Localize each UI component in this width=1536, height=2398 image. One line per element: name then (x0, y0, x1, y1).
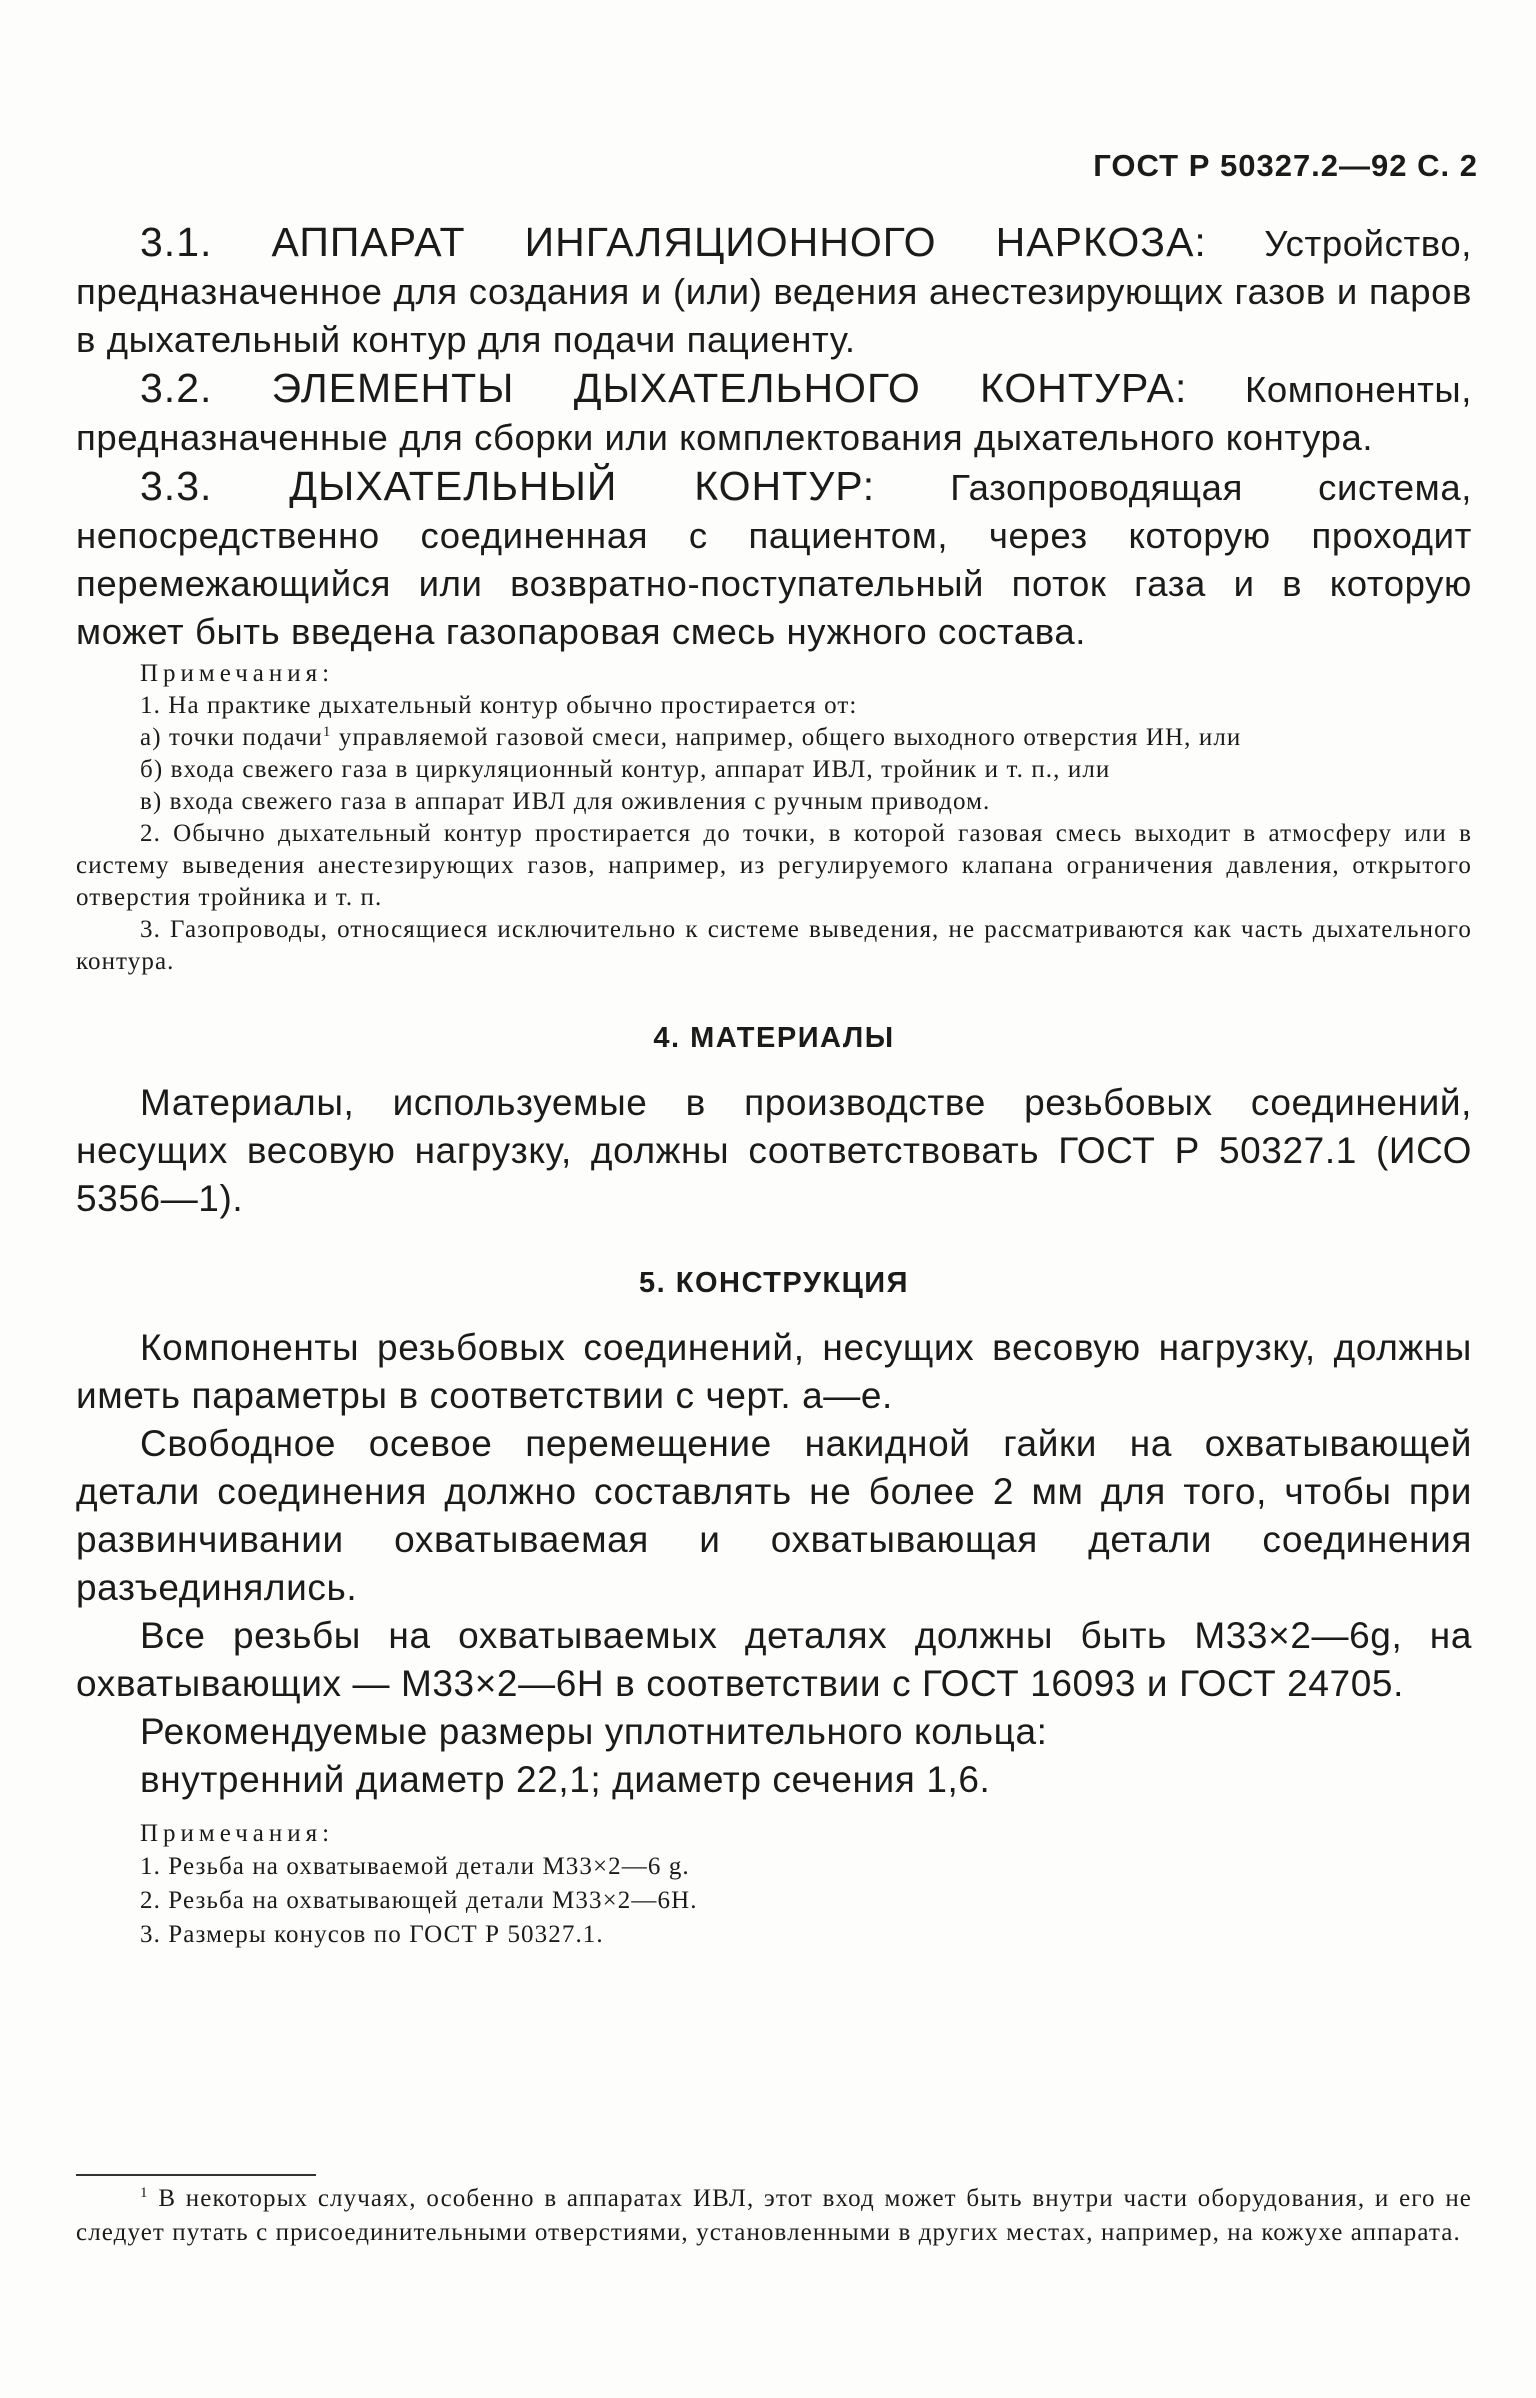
note-1a (76, 722, 1472, 754)
section-5-note-3: 3. Размеры конусов по ГОСТ Р 50327.1. (140, 1921, 604, 1948)
page-header: ГОСТ Р 50327.2—92 С. 2 (1093, 148, 1478, 183)
section-5-paragraph-4-line-2: внутренний диаметр 22,1; диаметр сечения 1,6. (140, 1759, 991, 1800)
definition-text: Газопроводящая система, непосредственно соединенная с пациентом, через которую проходит перемежающийся или возвратно-поступательный поток газа и в которую может быть введена газопаровая смесь нужного состава. (76, 467, 1472, 652)
definition-text: Компоненты, предназначенные для сборки или комплектования дыхательного контура. (76, 369, 1472, 458)
definition-term: 3.2. ЭЛЕМЕНТЫ ДЫХАТЕЛЬНОГО КОНТУРА: (140, 365, 1188, 411)
note-1a-end: управляемой газовой смеси, например, общего выходного отверстия ИН, или (331, 724, 1242, 751)
footnote-mark: 1 (140, 2185, 149, 2201)
footnote (76, 2182, 1472, 2250)
section-5-paragraph-4-line-1: Рекомендуемые размеры уплотнительного кольца: (140, 1711, 1048, 1752)
definition-term: 3.3. ДЫХАТЕЛЬНЫЙ КОНТУР: (140, 463, 876, 509)
definition-3-1 (76, 218, 1472, 364)
notes-title: Примечания: (140, 660, 335, 687)
note-1c: в) входа свежего газа в аппарат ИВЛ для оживления с ручным приводом. (140, 788, 991, 815)
section-5-note-2: 2. Резьба на охватывающей детали М33×2—6Н. (140, 1887, 698, 1914)
notes-title: Примечания: (140, 1820, 335, 1847)
section-4-title: 4. МАТЕРИАЛЫ (653, 1022, 895, 1054)
footnote-divider (76, 2174, 316, 2176)
section-5-note-1: 1. Резьба на охватываемой детали М33×2—6 g. (140, 1853, 690, 1880)
definition-3-2 (76, 364, 1472, 462)
section-5-notes (76, 1818, 1472, 1952)
note-1a-start: а) точки подачи (140, 724, 323, 751)
section-5-paragraph-2: Свободное осевое перемещение накидной гайки на охватывающей детали соединения должно составлять не более 2 мм для того, чтобы при развинчивании охватываемая и охватывающая детали соединения разъединялись. (76, 1423, 1472, 1608)
section-5-paragraph-3: Все резьбы на охватываемых деталях должны быть М33×2—6g, на охватывающих — М33×2—6Н в соответствии с ГОСТ 16093 и ГОСТ 24705. (76, 1615, 1472, 1704)
definition-term: 3.1. АППАРАТ ИНГАЛЯЦИОННОГО НАРКОЗА: (140, 219, 1207, 265)
note-2: 2. Обычно дыхательный контур простирается до точки, в которой газовая смесь выходит в атмосферу или в систему выведения анестезирующих газов, например, из регулируемого клапана ограничения давления, открытого отверстия тройника и т. п. (76, 820, 1472, 911)
main-content (76, 218, 1472, 1952)
section-4-paragraph: Материалы, используемые в производстве резьбовых соединений, несущих весовую нагрузку, должны соответствовать ГОСТ Р 50327.1 (ИСО 5356—1). (76, 1082, 1472, 1219)
footnote-ref: 1 (322, 724, 332, 740)
note-1b: б) входа свежего газа в циркуляционный контур, аппарат ИВЛ, тройник и т. п., или (140, 756, 1111, 783)
definition-text: Устройство, предназначенное для создания и (или) ведения анестезирующих газов и паров в дыхательный контур для подачи пациенту. (76, 223, 1472, 360)
footnote-text: В некоторых случаях, особенно в аппаратах ИВЛ, этот вход может быть внутри части оборудования, и его не следует путать с присоединительными отверстиями, установленными в других местах, например, на кожухе аппарата. (76, 2185, 1472, 2246)
definition-3-3 (76, 462, 1472, 656)
section-5-paragraph-1: Компоненты резьбовых соединений, несущих весовую нагрузку, должны иметь параметры в соответствии с черт. а—е. (76, 1327, 1472, 1416)
section-5-title: 5. КОНСТРУКЦИЯ (639, 1267, 909, 1299)
note-1: 1. На практике дыхательный контур обычно простирается от: (140, 692, 858, 719)
note-3: 3. Газопроводы, относящиеся исключительно к системе выведения, не рассматриваются как часть дыхательного контура. (76, 916, 1472, 975)
